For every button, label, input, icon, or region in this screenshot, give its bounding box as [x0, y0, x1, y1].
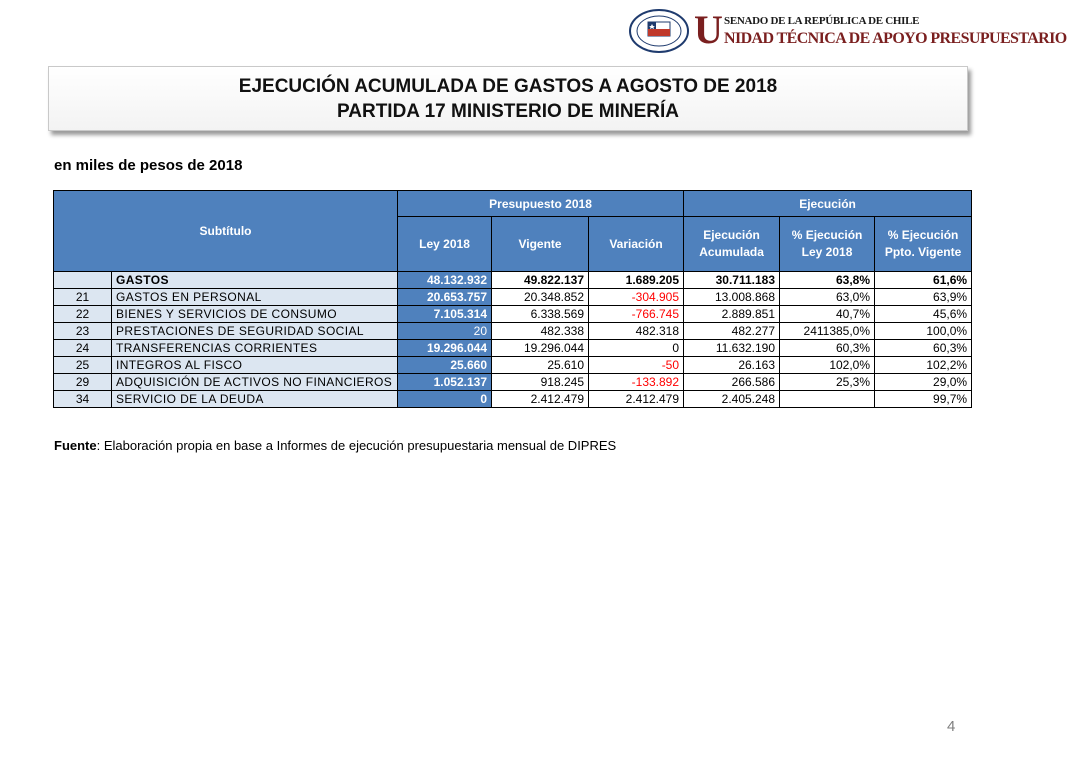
- row-ley: 1.052.137: [398, 374, 492, 391]
- row-ejecucion: 2.405.248: [684, 391, 780, 408]
- page-title: EJECUCIÓN ACUMULADA DE GASTOS A AGOSTO DE 2018: [238, 76, 778, 97]
- row-code: 22: [54, 306, 112, 323]
- header-subtitulo: Subtítulo: [54, 191, 398, 272]
- senado-logo: [628, 7, 1067, 56]
- row-ejecucion: 266.586: [684, 374, 780, 391]
- row-vigente: 6.338.569: [492, 306, 589, 323]
- row-code: 34: [54, 391, 112, 408]
- row-variacion: 2.412.479: [589, 391, 684, 408]
- row-pct-ley: 60,3%: [780, 340, 875, 357]
- row-variacion: 0: [589, 340, 684, 357]
- table-row: [54, 323, 972, 340]
- row-name: BIENES Y SERVICIOS DE CONSUMO: [112, 306, 398, 323]
- header-text: % Ejecución: [887, 228, 959, 242]
- row-ejecucion: 11.632.190: [684, 340, 780, 357]
- source-note: [54, 438, 616, 453]
- row-code: 24: [54, 340, 112, 357]
- header-presupuesto-2018: Presupuesto 2018: [398, 191, 684, 217]
- header-vigente: Vigente: [492, 217, 589, 272]
- header-ejecucion-acumulada: [684, 217, 780, 272]
- row-vigente: 918.245: [492, 374, 589, 391]
- row-pct-vigente: 61,6%: [875, 272, 972, 289]
- row-vigente: 482.338: [492, 323, 589, 340]
- row-pct-vigente: 45,6%: [875, 306, 972, 323]
- row-vigente: 2.412.479: [492, 391, 589, 408]
- row-ejecucion: 26.163: [684, 357, 780, 374]
- row-variacion: 482.318: [589, 323, 684, 340]
- row-vigente: 25.610: [492, 357, 589, 374]
- row-ejecucion: 2.889.851: [684, 306, 780, 323]
- table-row: [54, 391, 972, 408]
- row-pct-vigente: 100,0%: [875, 323, 972, 340]
- page-subtitle: PARTIDA 17 MINISTERIO DE MINERÍA: [336, 101, 680, 122]
- row-variacion: -133.892: [589, 374, 684, 391]
- header-text: % Ejecución: [791, 228, 863, 242]
- row-ley: 25.660: [398, 357, 492, 374]
- header-ley-2018: Ley 2018: [398, 217, 492, 272]
- row-code: 29: [54, 374, 112, 391]
- row-pct-ley: 25,3%: [780, 374, 875, 391]
- units-label: en miles de pesos de 2018: [54, 157, 243, 174]
- header-text: Ppto. Vigente: [884, 245, 962, 259]
- source-text: : Elaboración propia en base a Informes de ejecución presupuestaria mensual de DIPRES: [96, 438, 617, 453]
- header-text: Acumulada: [699, 245, 764, 259]
- header-text: Ejecución: [703, 228, 760, 242]
- row-pct-vigente: 29,0%: [875, 374, 972, 391]
- header-ejecucion: Ejecución: [684, 191, 972, 217]
- table-row: [54, 374, 972, 391]
- source-label: Fuente: [54, 438, 97, 453]
- row-pct-ley: 102,0%: [780, 357, 875, 374]
- row-ley: 20: [398, 323, 492, 340]
- row-variacion: -304.905: [589, 289, 684, 306]
- row-ley: 48.132.932: [398, 272, 492, 289]
- row-pct-ley: 63,8%: [780, 272, 875, 289]
- row-ejecucion: 13.008.868: [684, 289, 780, 306]
- row-code: 23: [54, 323, 112, 340]
- header-pct-vigente: [875, 217, 972, 272]
- row-pct-ley: [780, 391, 875, 408]
- row-pct-vigente: 60,3%: [875, 340, 972, 357]
- row-code: 25: [54, 357, 112, 374]
- logo-unit-text: NIDAD TÉCNICA DE APOYO PRESUPUESTARIO: [724, 30, 1067, 47]
- row-name: GASTOS: [112, 272, 398, 289]
- header-variacion: Variación: [589, 217, 684, 272]
- logo-senado-text: SENADO DE LA REPÚBLICA DE CHILE: [724, 15, 920, 27]
- table-row: [54, 340, 972, 357]
- header-pct-ley: [780, 217, 875, 272]
- row-ley: 20.653.757: [398, 289, 492, 306]
- row-variacion: -50: [589, 357, 684, 374]
- row-name: GASTOS EN PERSONAL: [112, 289, 398, 306]
- table-row: [54, 306, 972, 323]
- row-name: PRESTACIONES DE SEGURIDAD SOCIAL: [112, 323, 398, 340]
- row-ejecucion: 30.711.183: [684, 272, 780, 289]
- row-code: [54, 272, 112, 289]
- row-name: INTEGROS AL FISCO: [112, 357, 398, 374]
- row-ley: 19.296.044: [398, 340, 492, 357]
- table-row: [54, 357, 972, 374]
- row-pct-ley: 40,7%: [780, 306, 875, 323]
- row-name: SERVICIO DE LA DEUDA: [112, 391, 398, 408]
- budget-execution-table: [53, 190, 972, 408]
- row-code: 21: [54, 289, 112, 306]
- senate-seal-icon: [628, 8, 690, 54]
- row-name: ADQUISICIÓN DE ACTIVOS NO FINANCIEROS: [112, 374, 398, 391]
- row-variacion: -766.745: [589, 306, 684, 323]
- logo-u-letter: U: [694, 7, 723, 52]
- row-ley: 7.105.314: [398, 306, 492, 323]
- row-vigente: 19.296.044: [492, 340, 589, 357]
- table-row-total: [54, 272, 972, 289]
- row-vigente: 49.822.137: [492, 272, 589, 289]
- row-ejecucion: 482.277: [684, 323, 780, 340]
- row-pct-ley: 2411385,0%: [780, 323, 875, 340]
- title-box: [48, 66, 968, 131]
- row-vigente: 20.348.852: [492, 289, 589, 306]
- row-pct-vigente: 99,7%: [875, 391, 972, 408]
- row-ley: 0: [398, 391, 492, 408]
- row-pct-vigente: 102,2%: [875, 357, 972, 374]
- row-pct-vigente: 63,9%: [875, 289, 972, 306]
- page-number: 4: [947, 718, 956, 735]
- row-name: TRANSFERENCIAS CORRIENTES: [112, 340, 398, 357]
- row-variacion: 1.689.205: [589, 272, 684, 289]
- table-row: [54, 289, 972, 306]
- row-pct-ley: 63,0%: [780, 289, 875, 306]
- header-text: Ley 2018: [801, 245, 853, 259]
